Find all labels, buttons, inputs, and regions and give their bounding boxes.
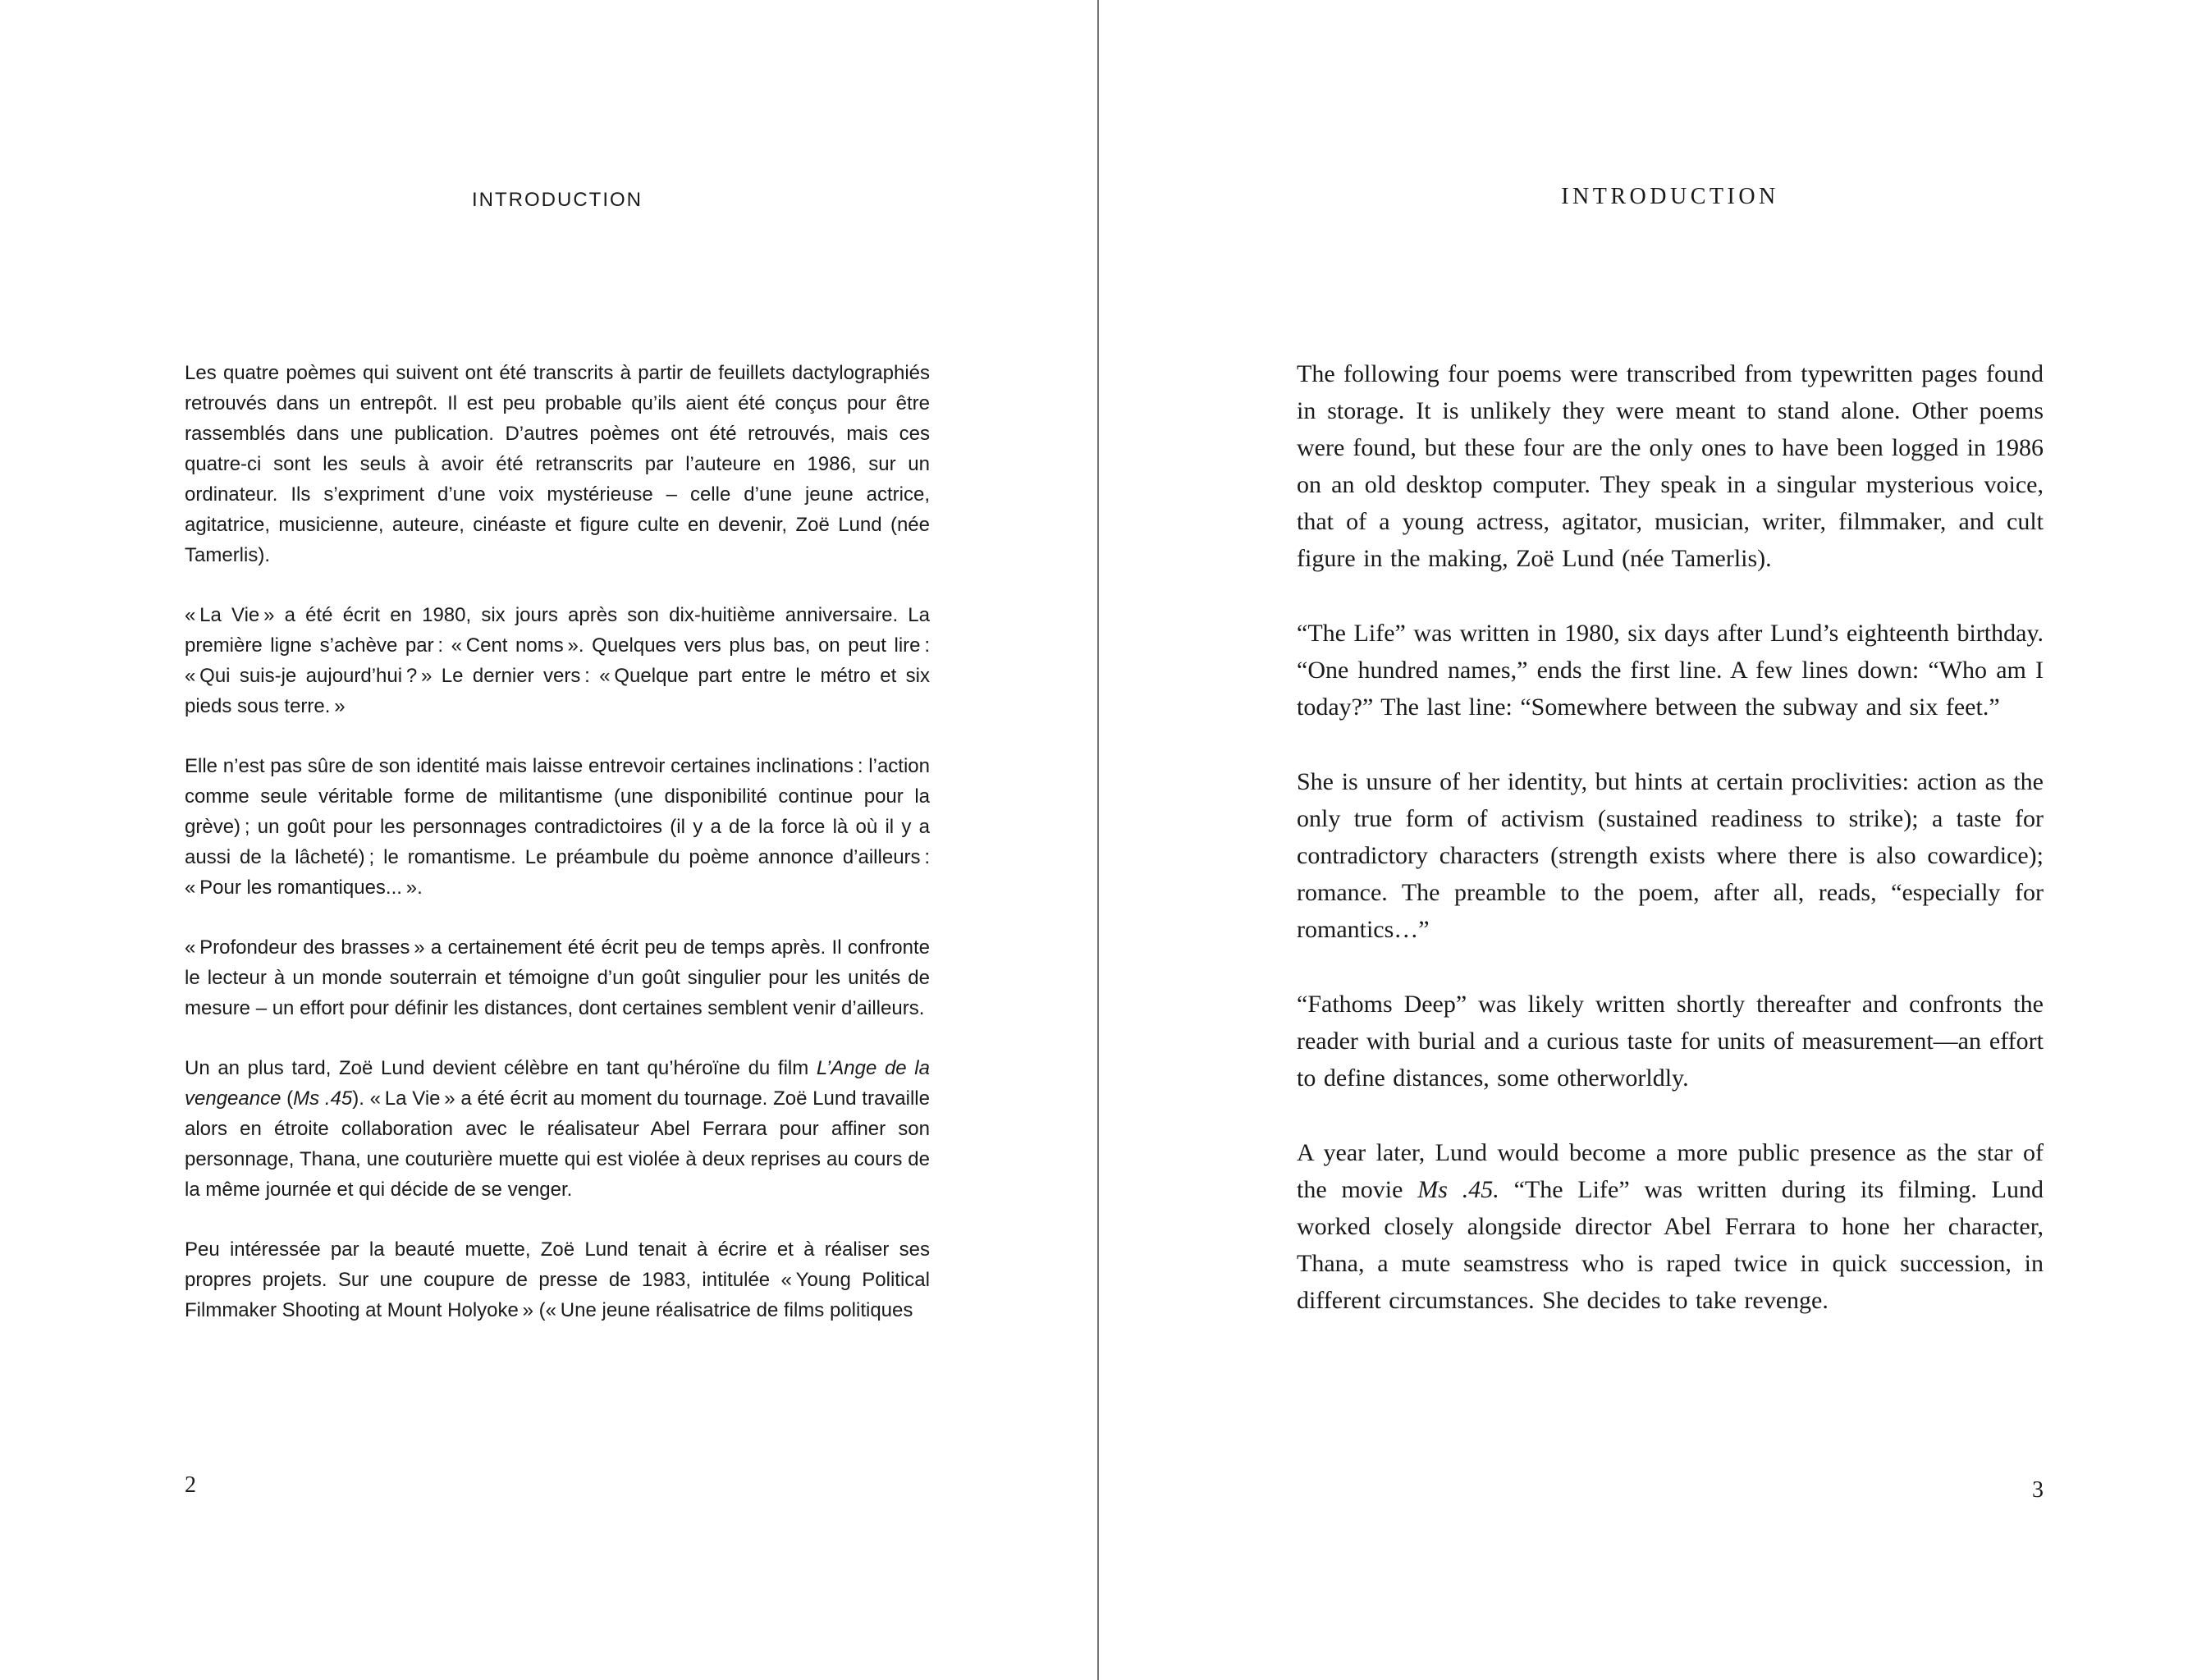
text-run: A year later, Lund would become a more public presence as the star of the movie	[1297, 1139, 2044, 1203]
text-run: “The Life” was written during its filming. Lund worked closely alongside director Abel Ferrara to hone her character, Thana, a mute seamstress who is raped twice in quick succession, in different circumstances. She decides to take revenge.	[1297, 1176, 2044, 1314]
right-page-number: 3	[2032, 1477, 2044, 1503]
text-run: Peu intéressée par la beauté muette, Zoë Lund tenait à écrire et à réaliser ses propres projets. Sur une coupure de presse de 1983, intitulée « Young Political Filmmaker Shooting at Mount Holyoke » (« Une jeune réalisatrice de films politiques	[185, 1238, 930, 1321]
paragraph	[185, 600, 930, 721]
text-run: “The Life” was written in 1980, six days after Lund’s eighteenth birthday. “One hundred names,” ends the first line. A few lines down: “Who am I today?” The last line: “Somewhere between the subway and six feet.”	[1297, 620, 2044, 721]
italic-text-run: L’Ange de la vengeance	[185, 1057, 930, 1110]
paragraph	[1297, 355, 2044, 577]
right-body-text-column	[1297, 355, 2044, 1357]
text-run: Elle n’est pas sûre de son identité mais laisse entrevoir certaines inclinations : l’action comme seule véritable forme de militantisme (une disponibilité continue pour la grève) ; un goût pour les personnages contradictoires (il y a de la force là où il y a aussi de la lâcheté) ; le romantisme. Le préambule du poème annonce d’ailleurs : « Pour les romantiques... ».	[185, 755, 930, 899]
paragraph	[185, 358, 930, 570]
paragraph	[185, 1234, 930, 1325]
text-run: She is unsure of her identity, but hints at certain proclivities: action as the only true form of activism (sustained readiness to strike); a taste for contradictory characters (strength exists where there is also cowardice); romance. The preamble to the poem, after all, reads, “especially for romantics…”	[1297, 768, 2044, 943]
paragraph	[1297, 986, 2044, 1096]
paragraph	[185, 751, 930, 903]
text-run: ). « La Vie » a été écrit au moment du tournage. Zoë Lund travaille alors en étroite collaboration avec le réalisateur Abel Ferrara pour affiner son personnage, Thana, une couturière muette qui est violée à deux reprises au cours de la même journée et qui décide de se venger.	[185, 1087, 930, 1201]
left-page-number: 2	[185, 1472, 196, 1498]
right-page-header: INTRODUCTION	[1561, 184, 1779, 209]
text-run: Un an plus tard, Zoë Lund devient célèbre en tant qu’héroïne du film	[185, 1057, 817, 1079]
text-run: “Fathoms Deep” was likely written shortly thereafter and confronts the reader with burial and a curious taste for units of measurement—an effort to define distances, some otherworldly.	[1297, 991, 2044, 1092]
left-body-text-column	[185, 358, 930, 1355]
paragraph	[185, 1053, 930, 1205]
text-run: « Profondeur des brasses » a certainement été écrit peu de temps après. Il confronte le lecteur à un monde souterrain et témoigne d’un goût singulier pour les unités de mesure – un effort pour définir les distances, dont certaines semblent venir d’ailleurs.	[185, 936, 930, 1019]
paragraph	[1297, 615, 2044, 726]
text-run: (	[281, 1087, 294, 1110]
italic-text-run: Ms .45.	[1417, 1176, 1499, 1203]
italic-text-run: Ms .45	[293, 1087, 353, 1110]
paragraph	[185, 932, 930, 1023]
left-page-header: INTRODUCTION	[472, 189, 643, 211]
text-run: The following four poems were transcribed from typewritten pages found in storage. It is unlikely they were meant to stand alone. Other poems were found, but these four are the only ones to have been logged in 1986 on an old desktop computer. They speak in a singular mysterious voice, that of a young actress, agitator, musician, writer, filmmaker, and cult figure in the making, Zoë Lund (née Tamerlis).	[1297, 360, 2044, 572]
text-run: « La Vie » a été écrit en 1980, six jours après son dix-huitième anniversaire. La première ligne s’achève par : « Cent noms ». Quelques vers plus bas, on peut lire : « Qui suis-je aujourd’hui ? » Le dernier vers : « Quelque part entre le métro et six pieds sous terre. »	[185, 604, 930, 717]
page-gutter-divider	[1097, 0, 1099, 1680]
text-run: Les quatre poèmes qui suivent ont été transcrits à partir de feuillets dactylographiés retrouvés dans un entrepôt. Il est peu probable qu’ils aient été conçus pour être rassemblés dans une publication. D’autres poèmes ont été retrouvés, mais ces quatre-ci sont les seuls à avoir été retranscrits par l’auteure en 1986, sur un ordinateur. Ils s’expriment d’une voix mystérieuse – celle d’une jeune actrice, agitatrice, musicienne, auteure, cinéaste et figure culte en devenir, Zoë Lund (née Tamerlis).	[185, 362, 930, 566]
paragraph	[1297, 1134, 2044, 1319]
paragraph	[1297, 763, 2044, 948]
